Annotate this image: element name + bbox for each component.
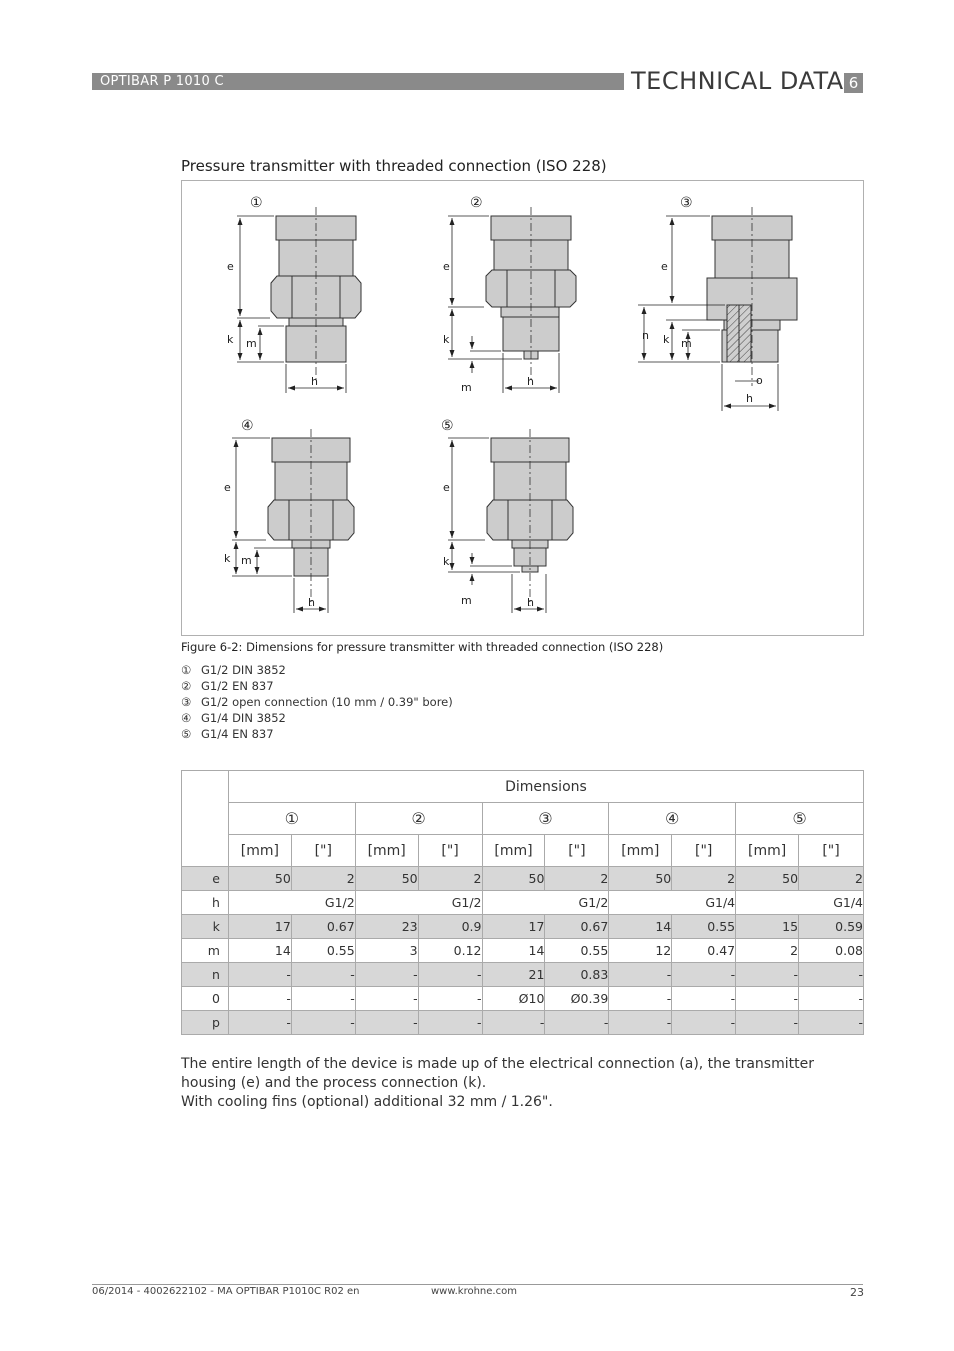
variant-header: ② <box>355 803 482 835</box>
table-cell: 21 <box>482 963 545 987</box>
v2-label-h: h <box>527 375 534 388</box>
table-cell: - <box>609 963 672 987</box>
table-cell: 2 <box>291 867 355 891</box>
legend-number: ④ <box>181 711 192 725</box>
table-cell: - <box>799 963 864 987</box>
table-cell: 0.12 <box>418 939 482 963</box>
table-cell: - <box>482 1011 545 1035</box>
unit-inch-header: ["] <box>799 835 864 867</box>
table-row <box>182 891 864 915</box>
unit-mm-header: [mm] <box>609 835 672 867</box>
row-label: k <box>182 915 229 939</box>
row-label: 0 <box>182 987 229 1011</box>
table-cell: - <box>418 1011 482 1035</box>
unit-inch-header: ["] <box>291 835 355 867</box>
table-row <box>182 1011 864 1035</box>
table-cell: 0.08 <box>799 939 864 963</box>
unit-mm-header: [mm] <box>736 835 799 867</box>
table-cell: - <box>672 963 736 987</box>
v4-label-h: h <box>308 596 315 609</box>
table-cell: - <box>799 987 864 1011</box>
table-cell: G1/2 <box>355 891 482 915</box>
table-cell: 0.55 <box>672 915 736 939</box>
legend-number: ③ <box>181 695 192 709</box>
table-cell: - <box>291 1011 355 1035</box>
table-row <box>182 963 864 987</box>
unit-inch-header: ["] <box>418 835 482 867</box>
table-cell: - <box>355 963 418 987</box>
header-product-name: OPTIBAR P 1010 C <box>100 74 224 89</box>
table-cell: 17 <box>228 915 291 939</box>
footer-divider <box>92 1284 863 1285</box>
table-row <box>182 939 864 963</box>
legend-item <box>181 726 453 742</box>
legend-number: ② <box>181 679 192 693</box>
legend-text: G1/2 EN 837 <box>201 679 274 693</box>
unit-inch-header: ["] <box>545 835 609 867</box>
table-cell: 0.83 <box>545 963 609 987</box>
legend-number: ⑤ <box>181 727 192 741</box>
table-cell: G1/4 <box>609 891 736 915</box>
v3-label-n: n <box>642 329 649 342</box>
section-title: Pressure transmitter with threaded connection (ISO 228) <box>181 157 607 175</box>
legend-text: G1/4 DIN 3852 <box>201 711 286 725</box>
table-cell: 0.55 <box>545 939 609 963</box>
legend-item <box>181 694 453 710</box>
v5-label-e: e <box>443 481 450 494</box>
description-line-1: The entire length of the device is made up of the electrical connection (a), the transmitter housing (e) and the process connection (k). <box>181 1056 814 1091</box>
table-cell: 15 <box>736 915 799 939</box>
table-cell: 14 <box>228 939 291 963</box>
unit-mm-header: [mm] <box>228 835 291 867</box>
header-section-title: TECHNICAL DATA <box>631 67 844 95</box>
v3-label-k: k <box>663 333 670 346</box>
table-cell: - <box>799 1011 864 1035</box>
unit-inch-header: ["] <box>672 835 736 867</box>
table-cell: - <box>228 963 291 987</box>
v5-label-h: h <box>527 596 534 609</box>
table-cell: - <box>418 963 482 987</box>
table-cell: Ø0.39 <box>545 987 609 1011</box>
figure-legend <box>181 662 453 742</box>
footer-document-id: 06/2014 - 4002622102 - MA OPTIBAR P1010C R02 en <box>92 1286 360 1297</box>
table-cell: - <box>545 1011 609 1035</box>
variant-2-mark: ② <box>470 195 483 211</box>
table-cell: 2 <box>799 867 864 891</box>
v3-label-o: o <box>756 374 763 387</box>
dimension-drawing <box>182 181 863 635</box>
legend-item <box>181 710 453 726</box>
row-label: h <box>182 891 229 915</box>
legend-number: ① <box>181 663 192 677</box>
table-corner-cell <box>182 771 229 867</box>
row-label: e <box>182 867 229 891</box>
legend-item <box>181 678 453 694</box>
table-row <box>182 867 864 891</box>
v3-label-h: h <box>746 392 753 405</box>
table-cell: 50 <box>609 867 672 891</box>
v2-label-k: k <box>443 333 450 346</box>
table-cell: G1/2 <box>228 891 355 915</box>
v1-label-k: k <box>227 333 234 346</box>
table-cell: 12 <box>609 939 672 963</box>
variant-header: ④ <box>609 803 736 835</box>
table-cell: - <box>355 1011 418 1035</box>
table-cell: 50 <box>736 867 799 891</box>
table-cell: 0.67 <box>545 915 609 939</box>
table-cell: 0.55 <box>291 939 355 963</box>
table-unit-row <box>182 835 864 867</box>
v3-label-e: e <box>661 260 668 273</box>
table-cell: 17 <box>482 915 545 939</box>
table-cell: G1/4 <box>736 891 864 915</box>
v2-label-m: m <box>461 381 472 394</box>
table-cell: - <box>418 987 482 1011</box>
table-cell: G1/2 <box>482 891 609 915</box>
table-cell: 2 <box>545 867 609 891</box>
chapter-number-badge: 6 <box>844 73 863 93</box>
row-label: m <box>182 939 229 963</box>
variant-4-drawing <box>268 438 354 576</box>
row-label: n <box>182 963 229 987</box>
variant-header: ③ <box>482 803 609 835</box>
table-cell: - <box>291 987 355 1011</box>
v1-label-h: h <box>311 375 318 388</box>
v5-label-m: m <box>461 594 472 607</box>
description-paragraph <box>181 1055 861 1112</box>
table-cell: 0.67 <box>291 915 355 939</box>
table-cell: 2 <box>672 867 736 891</box>
variant-3-mark: ③ <box>680 195 693 211</box>
table-cell: - <box>228 987 291 1011</box>
dimensions-table <box>181 770 864 1035</box>
table-header-row <box>182 771 864 803</box>
table-cell: 14 <box>609 915 672 939</box>
table-cell: - <box>736 987 799 1011</box>
table-cell: 50 <box>482 867 545 891</box>
table-cell: 0.59 <box>799 915 864 939</box>
table-cell: - <box>672 987 736 1011</box>
row-label: p <box>182 1011 229 1035</box>
table-row <box>182 987 864 1011</box>
table-cell: - <box>736 963 799 987</box>
table-cell: - <box>291 963 355 987</box>
table-cell: - <box>672 1011 736 1035</box>
table-title: Dimensions <box>228 771 863 803</box>
table-cell: - <box>609 1011 672 1035</box>
v2-label-e: e <box>443 260 450 273</box>
variant-4-mark: ④ <box>241 418 254 434</box>
v5-label-k: k <box>443 555 450 568</box>
table-row <box>182 915 864 939</box>
v4-label-e: e <box>224 481 231 494</box>
v1-label-m: m <box>246 337 257 350</box>
table-cell: 0.47 <box>672 939 736 963</box>
v4-label-m: m <box>241 554 252 567</box>
page-number: 23 <box>850 1286 864 1299</box>
unit-mm-header: [mm] <box>482 835 545 867</box>
table-cell: 14 <box>482 939 545 963</box>
v3-label-m: m <box>681 337 692 350</box>
legend-text: G1/2 DIN 3852 <box>201 663 286 677</box>
table-cell: - <box>355 987 418 1011</box>
dimensions-table-body <box>182 771 864 1035</box>
v1-label-e: e <box>227 260 234 273</box>
variant-1-mark: ① <box>250 195 263 211</box>
variant-5-mark: ⑤ <box>441 418 454 434</box>
footer-website-link[interactable]: www.krohne.com <box>431 1286 517 1297</box>
legend-item <box>181 662 453 678</box>
table-cell: - <box>736 1011 799 1035</box>
variant-header: ⑤ <box>736 803 864 835</box>
v4-label-k: k <box>224 552 231 565</box>
table-cell: 3 <box>355 939 418 963</box>
table-cell: 50 <box>355 867 418 891</box>
table-cell: 0.9 <box>418 915 482 939</box>
table-variant-row <box>182 803 864 835</box>
legend-text: G1/2 open connection (10 mm / 0.39" bore) <box>201 695 453 709</box>
table-cell: - <box>228 1011 291 1035</box>
unit-mm-header: [mm] <box>355 835 418 867</box>
table-cell: 2 <box>736 939 799 963</box>
table-cell: Ø10 <box>482 987 545 1011</box>
table-cell: 50 <box>228 867 291 891</box>
dimension-drawing-figure <box>181 180 864 636</box>
variant-header: ① <box>228 803 355 835</box>
description-line-2: With cooling fins (optional) additional 32 mm / 1.26". <box>181 1094 553 1110</box>
table-cell: 2 <box>418 867 482 891</box>
table-cell: 23 <box>355 915 418 939</box>
figure-caption: Figure 6-2: Dimensions for pressure transmitter with threaded connection (ISO 228) <box>181 640 664 654</box>
table-cell: - <box>609 987 672 1011</box>
legend-text: G1/4 EN 837 <box>201 727 274 741</box>
